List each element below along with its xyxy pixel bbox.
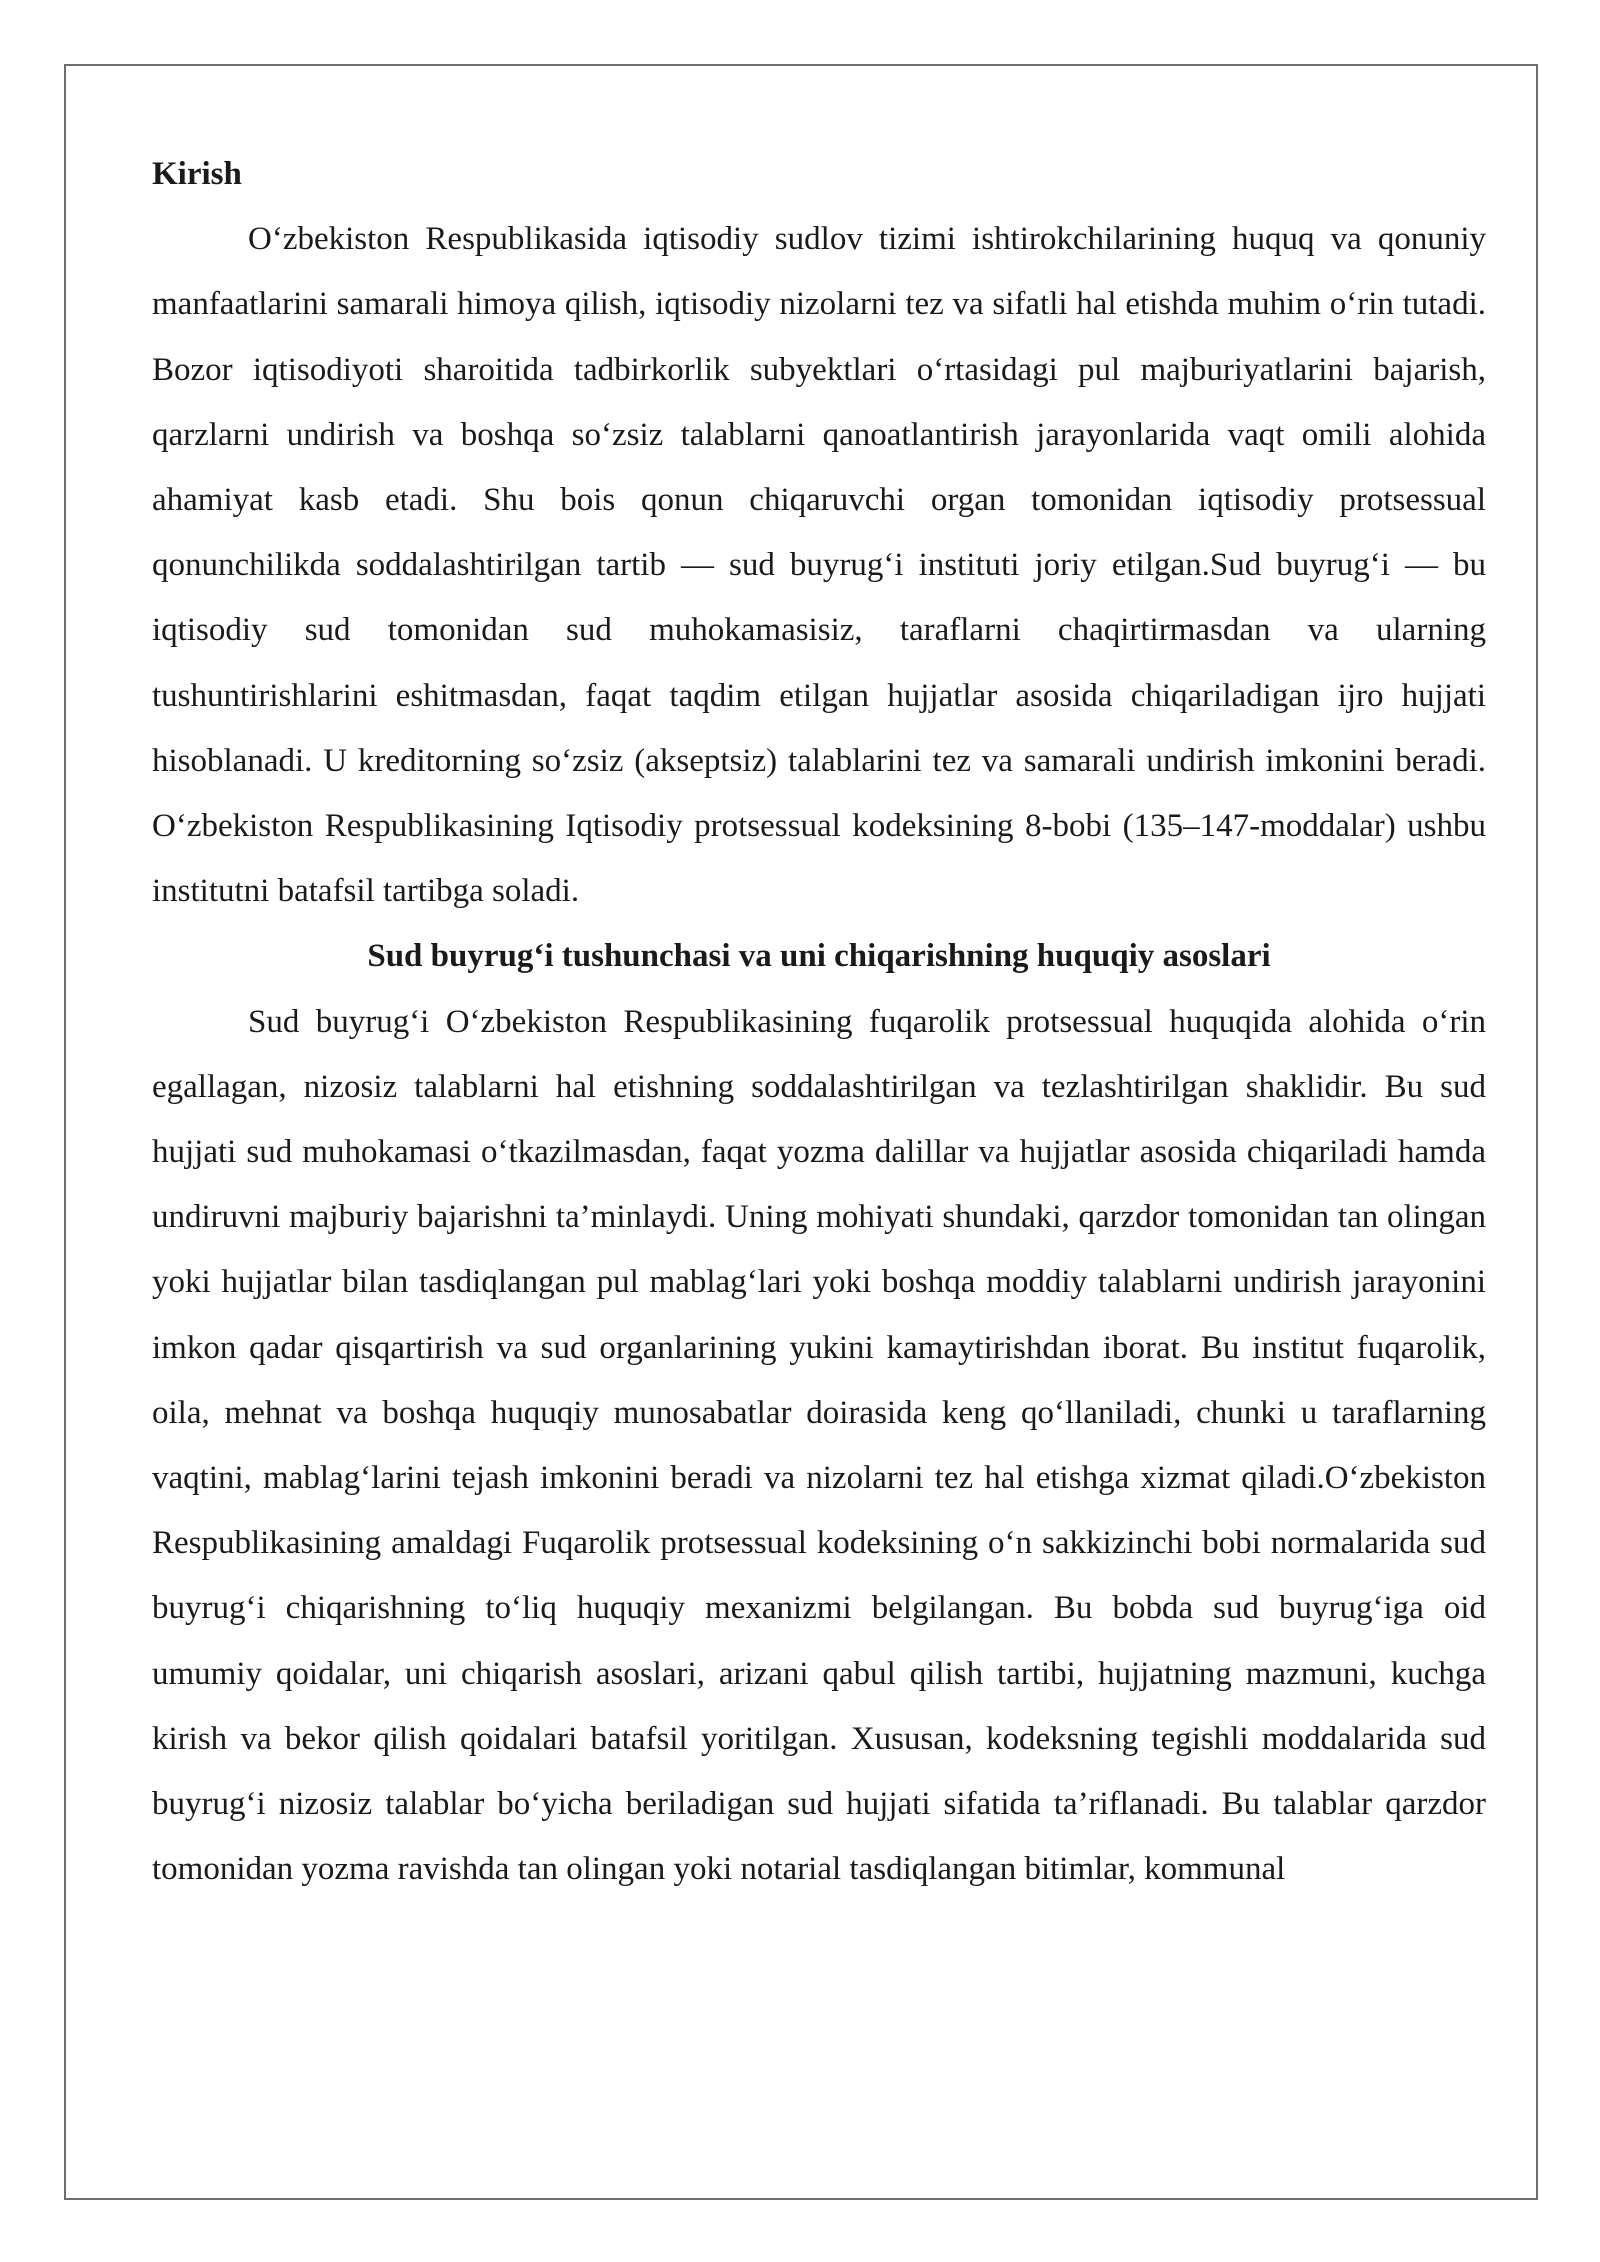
section-heading: Sud buyrug‘i tushunchasi va uni chiqarishning huquqiy asoslari	[367, 938, 1271, 975]
intro-paragraph: O‘zbekiston Respublikasida iqtisodiy sudlov tizimi ishtirokchilarining huquq va qonuniy manfaatlarini samarali himoya qilish, iqtisodiy nizolarni tez va sifatli hal etishda muhim o‘rin tutadi. Bozor iqtisodiyoti sharoitida tadbirkorlik subyektlari o‘rtasidagi pul majburiyatlarini bajarish, qarzlarni undirish va boshqa so‘zsiz talablarni qanoatlantirish jarayonlarida vaqt omili alohida ahamiyat kasb etadi. Shu bois qonun chiqaruvchi organ tomonidan iqtisodiy protsessual qonunchilikda soddalashtirilgan tartib — sud buyrug‘i instituti joriy etilgan.Sud buyrug‘i — bu iqtisodiy sud tomonidan sud muhokamasisiz, taraflarni chaqirtirmasdan va ularning tushuntirishlarini eshitmasdan, faqat taqdim etilgan hujjatlar asosida chiqariladigan ijro hujjati hisoblanadi. U kreditorning so‘zsiz (akseptsiz) talablarini tez va samarali undirish imkonini beradi. O‘zbekiston Respublikasining Iqtisodiy protsessual kodeksining 8-bobi (135–147-moddalar) ushbu institutni batafsil tartibga soladi.	[152, 221, 1486, 910]
document-body	[152, 142, 1486, 1902]
section-paragraph: Sud buyrug‘i O‘zbekiston Respublikasining fuqarolik protsessual huquqida alohida o‘rin egallagan, nizosiz talablarni hal etishning soddalashtirilgan va tezlashtirilgan shaklidir. Bu sud hujjati sud muhokamasi o‘tkazilmasdan, faqat yozma dalillar va hujjatlar asosida chiqariladi hamda undiruvni majburiy bajarishni ta’minlaydi. Uning mohiyati shundaki, qarzdor tomonidan tan olingan yoki hujjatlar bilan tasdiqlangan pul mablag‘lari yoki boshqa moddiy talablarni undirish jarayonini imkon qadar qisqartirish va sud organlarining yukini kamaytirishdan iborat. Bu institut fuqarolik, oila, mehnat va boshqa huquqiy munosabatlar doirasida keng qo‘llaniladi, chunki u taraflarning vaqtini, mablag‘larini tejash imkonini beradi va nizolarni tez hal etishga xizmat qiladi.O‘zbekiston Respublikasining amaldagi Fuqarolik protsessual kodeksining o‘n sakkizinchi bobi normalarida sud buyrug‘i chiqarishning to‘liq huquqiy mexanizmi belgilangan. Bu bobda sud buyrug‘iga oid umumiy qoidalar, uni chiqarish asoslari, arizani qabul qilish tartibi, hujjatning mazmuni, kuchga kirish va bekor qilish qoidalari batafsil yoritilgan. Xususan, kodeksning tegishli moddalarida sud buyrug‘i nizosiz talablar bo‘yicha beriladigan sud hujjati sifatida ta’riflanadi. Bu talablar qarzdor tomonidan yozma ravishda tan olingan yoki notarial tasdiqlangan bitimlar, kommunal	[152, 1003, 1486, 1888]
intro-heading: Kirish	[152, 156, 242, 192]
